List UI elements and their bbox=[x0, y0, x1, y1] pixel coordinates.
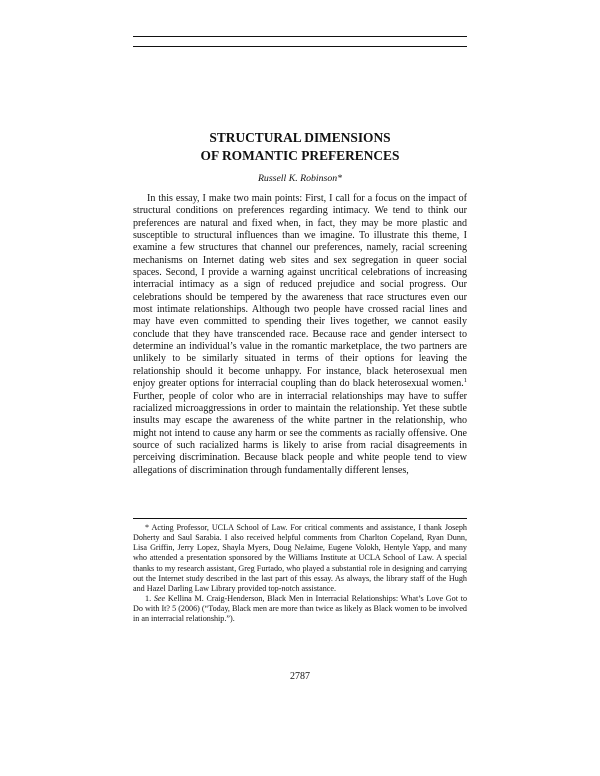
header-rule-top bbox=[133, 36, 467, 37]
footnote-1-number: 1. bbox=[145, 594, 152, 604]
body-text-part-1: In this essay, I make two main points: First, I call for a focus on the impact of structural conditions on preferences regarding intimacy. We tend to think our preferences are natural and fixed when, in fact, they may be more plastic and susceptible to structural influences than we imagine. To illustrate this theme, I examine a few structures that channel our preferences, namely, racial screening mechanisms on Internet dating web sites and sex segregation in queer social spaces. Second, I provide a warning against uncritical celebrations of increasing interracial intimacy as a sign of reduced prejudice and social progress. Our celebrations should be tempered by the awareness that race structures even our most intimate relationships. Although two people have crossed racial lines and may have even committed to spending their lives together, we cannot easily conclude that they have transcended race. Because race and gender intersect to determine an individual’s value in the romantic marketplace, the two partners are unlikely to be similarly situated in terms of their options for leaving the relationship should it become unhappy. For instance, black heterosexual men enjoy greater options for interracial coupling than do black heterosexual women. bbox=[133, 193, 467, 390]
footnote-1 bbox=[133, 594, 467, 624]
article-title-line-2: OF ROMANTIC PREFERENCES bbox=[200, 148, 400, 163]
body-paragraph bbox=[133, 193, 467, 477]
body-text bbox=[133, 193, 467, 477]
footnote-separator bbox=[133, 518, 467, 519]
footnotes bbox=[133, 523, 467, 625]
footnote-reference-1: 1 bbox=[463, 377, 467, 385]
author-byline: Russell K. Robinson* bbox=[257, 173, 343, 184]
footnote-1-signal: See bbox=[153, 594, 166, 604]
header-rule-bottom bbox=[133, 46, 467, 47]
page-number: 2787 bbox=[290, 671, 310, 682]
article-title-line-1: STRUCTURAL DIMENSIONS bbox=[209, 130, 391, 145]
footnote-author-note: * Acting Professor, UCLA School of Law. For critical comments and assistance, I thank Joseph Doherty and Saul Sarabia. I also received helpful comments from Charlton Copeland, Ryan Dunn, Lisa Griffin, Jerry Lopez, Shayla Myers, Doug NeJaime, Eugene Volokh, Hentyle Yapp, and many who attended a presentation sponsored by the Williams Institute at UCLA School of Law. A special thanks to my research assistant, Greg Furtado, who played a substantial role in designing and carrying out the Internet study described in the last part of this essay. As always, the library staff of the Hugh and Hazel Darling Law Library provided top-notch assistance. bbox=[133, 523, 467, 593]
footnote-1-text: Kellina M. Craig-Henderson, Black Men in Interracial Relationships: What’s Love Got to Do with It? 5 (2006) (“Today, Black men are more than twice as likely as Black women to be involved in an interracial relationship.”). bbox=[133, 594, 468, 624]
body-text-part-2: Further, people of color who are in interracial relationships may have to suffer racialized microaggressions in order to maintain the relationship. Yet these subtle insults may escape the awareness of the white partner in the relationship, who might not intend to cause any harm or see the comments as racially offensive. One source of such racialized harms is likely to arise from racial disagreements in perceiving discrimination. Because black people and white people tend to view allegations of discrimination through fundamentally different lenses, bbox=[133, 390, 467, 476]
